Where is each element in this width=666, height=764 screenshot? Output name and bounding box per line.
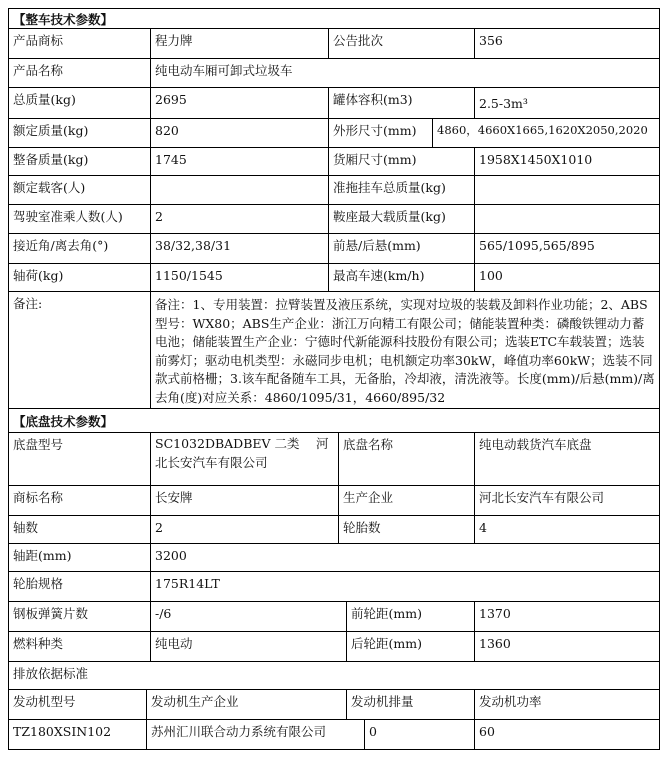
label-speed: 最高车速(km/h) <box>329 264 475 291</box>
label-passengers: 额定载客(人) <box>9 176 151 204</box>
label-engine-power: 发动机功率 <box>479 694 542 709</box>
value-saddle <box>475 205 661 233</box>
value-chassis-model: SC1032DBADBEV 二类 河北长安汽车有限公司 <box>151 433 339 485</box>
chassis-section-title: 【底盘技术参数】 <box>8 409 660 433</box>
value-angle: 38/32,38/31 <box>151 234 329 263</box>
value-passengers <box>151 176 329 204</box>
row-total-mass <box>8 88 660 119</box>
row-axle-load <box>8 264 660 292</box>
label-dim: 外形尺寸(mm) <box>329 119 433 147</box>
value-notes: 备注：1、专用装置：拉臂装置及液压系统，实现对垃圾的装载及卸料作业功能；2、ABS型号：WX80；ABS生产企业：浙江万向精工有限公司；储能装置种类：磷酸铁锂动力蓄电池；储能装置生产企业：宁德时代新能源科技股份有限公司；选装ETC车载装置；选装前雾灯；驱动电机类型：永磁同步电机；电机额定功率30kW，峰值功率60kW；选装不同款式前格栅；3.该车配备随车工具，无备胎，冷却液，清洗液等。长度(mm)/后悬(mm)/离去角(度)对应关系：4860/1095/31，4660/895/32 <box>155 297 655 405</box>
value-front-track: 1370 <box>479 606 511 621</box>
label-name: 产品名称 <box>9 59 151 87</box>
row-name <box>8 59 660 88</box>
row-chassis-model <box>8 433 660 486</box>
row-tire-spec <box>8 572 660 602</box>
value-axles: 2 <box>151 516 339 543</box>
value-engine-model: TZ180XSIN102 <box>9 720 147 749</box>
value-speed: 100 <box>479 268 503 283</box>
row-angle <box>8 234 660 264</box>
value-tank: 2.5-3m³ <box>479 96 528 111</box>
row-brand <box>8 29 660 59</box>
row-emission <box>8 662 660 690</box>
value-curb-mass: 1745 <box>151 148 329 175</box>
label-wheelbase: 轴距(mm) <box>9 544 151 571</box>
label-engine-maker: 发动机生产企业 <box>147 690 347 719</box>
value-chassis-name: 纯电动载货汽车底盘 <box>479 437 592 452</box>
label-spring: 钢板弹簧片数 <box>9 602 151 631</box>
row-fuel <box>8 632 660 662</box>
row-engine-values <box>8 720 660 750</box>
label-rear-track: 后轮距(mm) <box>347 632 475 661</box>
row-notes <box>8 292 660 409</box>
label-tires: 轮胎数 <box>339 516 475 543</box>
label-tire-spec: 轮胎规格 <box>9 572 151 601</box>
value-overhang: 565/1095,565/895 <box>479 238 595 253</box>
label-engine-model: 发动机型号 <box>9 690 147 719</box>
label-trailer: 准拖挂车总质量(kg) <box>329 176 475 204</box>
label-tank: 罐体容积(m3) <box>329 88 475 118</box>
value-total-mass: 2695 <box>151 88 329 118</box>
row-spring <box>8 602 660 632</box>
value-wheelbase: 3200 <box>155 548 187 563</box>
value-engine-disp: 0 <box>365 720 475 749</box>
row-axles <box>8 516 660 544</box>
label-saddle: 鞍座最大载质量(kg) <box>329 205 475 233</box>
label-curb-mass: 整备质量(kg) <box>9 148 151 175</box>
label-emission: 排放依据标准 <box>13 666 89 681</box>
label-batch: 公告批次 <box>329 29 475 58</box>
value-engine-power: 60 <box>479 724 495 739</box>
label-axle-load: 轴荷(kg) <box>9 264 151 291</box>
row-passengers <box>8 176 660 205</box>
value-maker: 河北长安汽车有限公司 <box>479 490 605 505</box>
row-engine-header <box>8 690 660 720</box>
label-chassis-model: 底盘型号 <box>9 433 151 485</box>
label-rated-mass: 额定质量(kg) <box>9 119 151 147</box>
row-curb-mass <box>8 148 660 176</box>
label-overhang: 前悬/后悬(mm) <box>329 234 475 263</box>
label-engine-disp: 发动机排量 <box>347 690 475 719</box>
value-cargo: 1958X1450X1010 <box>479 152 593 167</box>
value-fuel: 纯电动 <box>151 632 347 661</box>
label-chassis-brand: 商标名称 <box>9 486 151 515</box>
value-brand: 程力牌 <box>151 29 329 58</box>
value-chassis-brand: 长安牌 <box>151 486 339 515</box>
value-tires: 4 <box>479 520 487 535</box>
label-angle: 接近角/离去角(°) <box>9 234 151 263</box>
value-rear-track: 1360 <box>479 636 511 651</box>
value-trailer <box>475 176 661 204</box>
label-chassis-name: 底盘名称 <box>339 433 475 485</box>
value-batch: 356 <box>479 33 503 48</box>
value-rated-mass: 820 <box>151 119 329 147</box>
value-dim: 4860，4660X1665,1620X2050,2020 <box>437 123 648 137</box>
label-notes: 备注: <box>9 292 151 408</box>
label-cargo: 货厢尺寸(mm) <box>329 148 475 175</box>
label-cab: 驾驶室准乘人数(人) <box>9 205 151 233</box>
value-cab: 2 <box>151 205 329 233</box>
vehicle-section-title: 【整车技术参数】 <box>8 8 660 29</box>
label-front-track: 前轮距(mm) <box>347 602 475 631</box>
row-chassis-brand <box>8 486 660 516</box>
row-wheelbase <box>8 544 660 572</box>
row-rated-mass <box>8 119 660 148</box>
value-engine-maker: 苏州汇川联合动力系统有限公司 <box>147 720 365 749</box>
label-axles: 轴数 <box>9 516 151 543</box>
value-axle-load: 1150/1545 <box>151 264 329 291</box>
label-total-mass: 总质量(kg) <box>9 88 151 118</box>
value-spring: -/6 <box>151 602 347 631</box>
row-cab <box>8 205 660 234</box>
label-fuel: 燃料种类 <box>9 632 151 661</box>
label-brand: 产品商标 <box>9 29 151 58</box>
label-maker: 生产企业 <box>339 486 475 515</box>
value-tire-spec: 175R14LT <box>155 576 220 591</box>
value-name: 纯电动车厢可卸式垃圾车 <box>155 63 293 78</box>
